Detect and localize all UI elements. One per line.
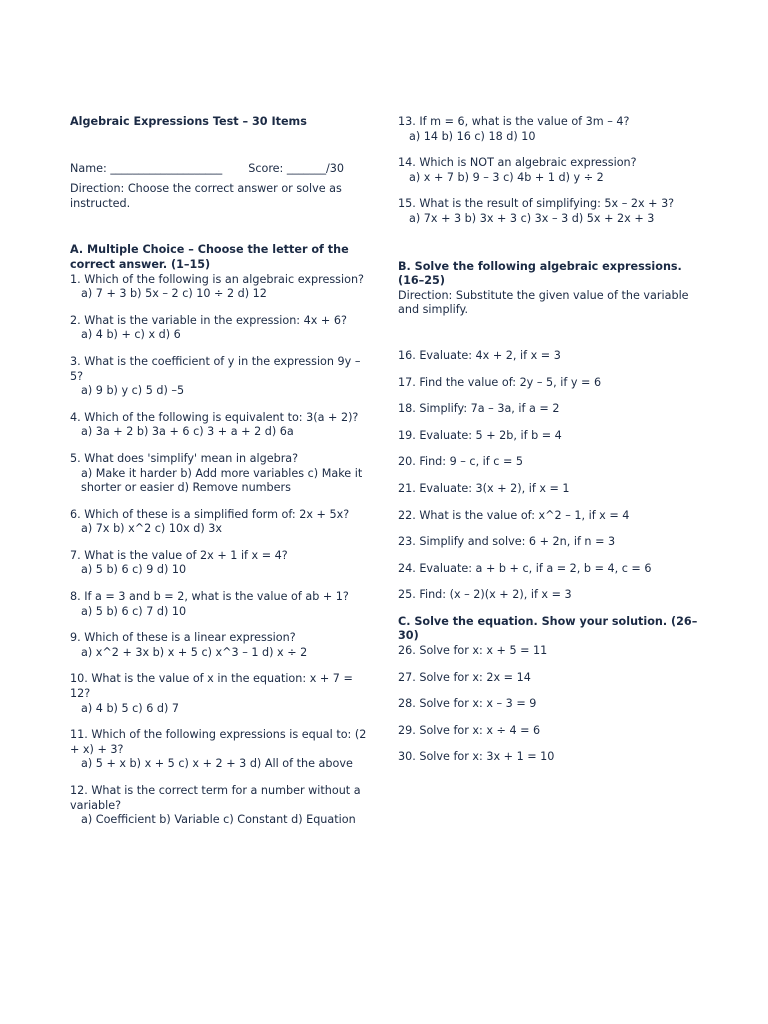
question-item <box>70 452 368 496</box>
list-item: 26. Solve for x: x + 5 = 11 <box>398 644 548 658</box>
left-column <box>70 115 368 840</box>
question-options: a) Coefficient b) Variable c) Constant d) Equation <box>81 813 356 827</box>
question-text: 8. If a = 3 and b = 2, what is the value of ab + 1? <box>70 590 349 604</box>
question-text: 6. Which of these is a simplified form of: 2x + 5x? <box>70 507 350 521</box>
question-options: a) 7 + 3 b) 5x – 2 c) 10 ÷ 2 d) 12 <box>81 287 267 301</box>
question-item <box>70 508 368 537</box>
list-item: 28. Solve for x: x – 3 = 9 <box>398 697 537 711</box>
list-item: 23. Simplify and solve: 6 + 2n, if n = 3 <box>398 535 616 549</box>
question-text: 7. What is the value of 2x + 1 if x = 4? <box>70 548 288 562</box>
section-c-list <box>398 644 698 765</box>
question-options: a) 5 + x b) x + 5 c) x + 2 + 3 d) All of the above <box>81 757 353 771</box>
question-text: 10. What is the value of x in the equation: x + 7 = 12? <box>70 672 353 701</box>
question-text: 12. What is the correct term for a number without a variable? <box>70 784 361 812</box>
test-direction: Direction: Choose the correct answer or solve as instructed. <box>70 182 342 210</box>
question-options: a) 3a + 2 b) 3a + 6 c) 3 + a + 2 d) 6a <box>81 425 294 439</box>
question-options: a) 4 b) 5 c) 6 d) 7 <box>81 701 180 715</box>
question-options: a) 5 b) 6 c) 7 d) 10 <box>81 604 187 618</box>
section-b-direction: Direction: Substitute the given value of the variable and simplify. <box>398 288 689 317</box>
list-item: 19. Evaluate: 5 + 2b, if b = 4 <box>398 428 562 442</box>
question-text: 1. Which of the following is an algebraic expression? <box>70 272 364 286</box>
score-field-label: Score: _______/30 <box>248 161 345 175</box>
question-text: 4. Which of the following is equivalent to: 3(a + 2)? <box>70 410 359 424</box>
question-item <box>70 631 368 660</box>
list-item: 27. Solve for x: 2x = 14 <box>398 670 531 684</box>
question-item <box>70 355 368 399</box>
question-options: a) 5 b) 6 c) 9 d) 10 <box>81 563 187 577</box>
question-text: 14. Which is NOT an algebraic expression? <box>398 156 637 170</box>
name-score-row <box>70 162 368 177</box>
question-text: 11. Which of the following expressions is equal to: (2 + x) + 3? <box>70 728 367 756</box>
question-item <box>70 784 368 828</box>
question-text: 2. What is the variable in the expression: 4x + 6? <box>70 313 347 327</box>
list-item: 16. Evaluate: 4x + 2, if x = 3 <box>398 348 561 362</box>
list-item: 20. Find: 9 – c, if c = 5 <box>398 455 524 469</box>
list-item: 24. Evaluate: a + b + c, if a = 2, b = 4, c = 6 <box>398 561 652 575</box>
question-item <box>70 728 368 772</box>
question-item <box>70 672 368 716</box>
question-options: a) Make it harder b) Add more variables c) Make it shorter or easier d) Remove numbers <box>81 466 363 495</box>
question-text: 5. What does 'simplify' mean in algebra? <box>70 451 299 465</box>
question-item <box>70 590 368 619</box>
question-text: 13. If m = 6, what is the value of 3m – 4? <box>398 115 630 128</box>
question-item <box>70 314 368 343</box>
list-item: 18. Simplify: 7a – 3a, if a = 2 <box>398 402 560 416</box>
question-options: a) x + 7 b) 9 – 3 c) 4b + 1 d) y ÷ 2 <box>409 170 604 184</box>
list-item: 25. Find: (x – 2)(x + 2), if x = 3 <box>398 588 572 602</box>
list-item: 30. Solve for x: 3x + 1 = 10 <box>398 750 555 764</box>
question-item <box>398 156 698 185</box>
section-b-list <box>398 349 698 603</box>
question-text: 9. Which of these is a linear expression? <box>70 631 296 645</box>
question-item <box>398 197 698 226</box>
question-item <box>70 273 368 302</box>
section-c-heading: C. Solve the equation. Show your solution. (26–30) <box>398 614 698 643</box>
question-text: 3. What is the coefficient of y in the expression 9y – 5? <box>70 354 361 383</box>
name-field-label: Name: ____________________ <box>70 161 223 175</box>
question-options: a) 7x b) x^2 c) 10x d) 3x <box>81 522 223 536</box>
question-text: 15. What is the result of simplifying: 5x – 2x + 3? <box>398 197 675 211</box>
right-column <box>398 115 698 777</box>
question-options: a) 4 b) + c) x d) 6 <box>81 328 181 342</box>
list-item: 17. Find the value of: 2y – 5, if y = 6 <box>398 375 602 389</box>
section-a-heading: A. Multiple Choice – Choose the letter of the correct answer. (1–15) <box>70 243 349 271</box>
section-b-heading: B. Solve the following algebraic expressions. (16–25) <box>398 259 682 288</box>
question-item <box>70 549 368 578</box>
question-item <box>70 411 368 440</box>
question-options: a) 14 b) 16 c) 18 d) 10 <box>409 129 536 143</box>
list-item: 29. Solve for x: x ÷ 4 = 6 <box>398 723 541 737</box>
list-item: 21. Evaluate: 3(x + 2), if x = 1 <box>398 481 570 495</box>
list-item: 22. What is the value of: x^2 – 1, if x = 4 <box>398 508 630 522</box>
question-options: a) x^2 + 3x b) x + 5 c) x^3 – 1 d) x ÷ 2 <box>81 645 308 659</box>
question-options: a) 9 b) y c) 5 d) –5 <box>81 384 185 398</box>
test-title: Algebraic Expressions Test – 30 Items <box>70 115 307 128</box>
question-item <box>398 115 698 144</box>
question-options: a) 7x + 3 b) 3x + 3 c) 3x – 3 d) 5x + 2x + 3 <box>409 211 655 225</box>
